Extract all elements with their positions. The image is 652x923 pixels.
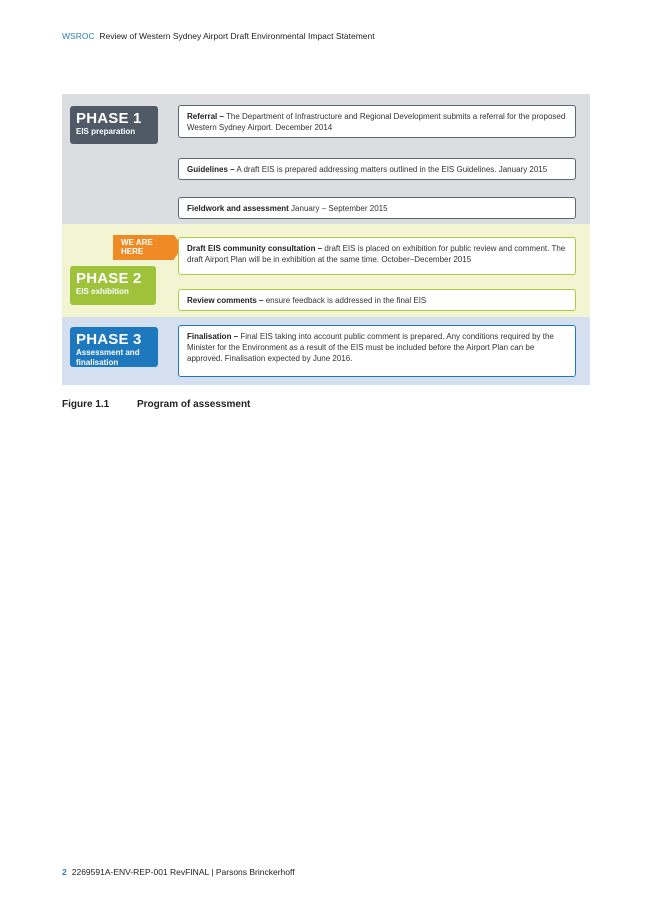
phase-2-subtitle: EIS exhibition bbox=[76, 287, 129, 296]
phase-1-subtitle: EIS preparation bbox=[76, 127, 136, 136]
phase-1-name: PHASE 1 bbox=[76, 110, 142, 127]
phase-3-tag bbox=[70, 327, 158, 367]
step-referral bbox=[178, 105, 576, 138]
step-referral-text: The Department of Infrastructure and Regional Development submits a referral for the proposed Western Sydney Airport. December 2014 bbox=[187, 112, 566, 132]
document-reference: 2269591A-ENV-REP-001 RevFINAL | Parsons Brinckerhoff bbox=[71, 867, 295, 877]
step-review-text: ensure feedback is addressed in the final EIS bbox=[263, 296, 427, 305]
figure-number: Figure 1.1 bbox=[62, 399, 110, 410]
step-review-comments bbox=[178, 289, 576, 311]
step-guidelines-lead: Guidelines – bbox=[187, 165, 235, 174]
step-consultation-lead: Draft EIS community consultation – bbox=[187, 244, 323, 253]
step-finalisation bbox=[178, 325, 576, 377]
phase-1-tag bbox=[70, 106, 158, 144]
step-fieldwork-text: January – September 2015 bbox=[288, 204, 388, 213]
page-number: 2 bbox=[62, 867, 67, 877]
step-referral-lead: Referral – bbox=[187, 112, 224, 121]
we-are-here-marker: WE ARE HERE bbox=[113, 235, 174, 260]
step-finalisation-text: Final EIS taking into account public comment is prepared. Any conditions required by the Minister for the Environment as a result of the EIS must be included before the Airport Plan can be approved. Finalisation expected by June 2016. bbox=[187, 332, 554, 363]
step-consultation bbox=[178, 237, 576, 275]
step-fieldwork-lead: Fieldwork and assessment bbox=[187, 204, 289, 213]
assessment-program-diagram bbox=[62, 94, 590, 385]
step-consultation-text: draft EIS is placed on exhibition for public review and comment. The draft Airport Plan will be in exhibition at the same time. October–December 2015 bbox=[187, 244, 566, 264]
step-finalisation-lead: Finalisation – bbox=[187, 332, 239, 341]
step-fieldwork bbox=[178, 197, 576, 219]
figure-caption bbox=[62, 399, 250, 410]
header-org: WSROC bbox=[62, 31, 95, 41]
page-header bbox=[62, 31, 375, 41]
page-footer bbox=[62, 867, 295, 877]
phase-2-tag bbox=[70, 266, 156, 305]
step-review-lead: Review comments – bbox=[187, 296, 264, 305]
phase-2-name: PHASE 2 bbox=[76, 270, 142, 287]
header-title: Review of Western Sydney Airport Draft Environmental Impact Statement bbox=[99, 31, 375, 41]
figure-title: Program of assessment bbox=[137, 399, 251, 410]
step-guidelines bbox=[178, 158, 576, 180]
phase-3-subtitle: Assessment and finalisation bbox=[76, 348, 140, 367]
phase-3-name: PHASE 3 bbox=[76, 331, 142, 348]
step-guidelines-text: A draft EIS is prepared addressing matters outlined in the EIS Guidelines. January 2015 bbox=[234, 165, 548, 174]
